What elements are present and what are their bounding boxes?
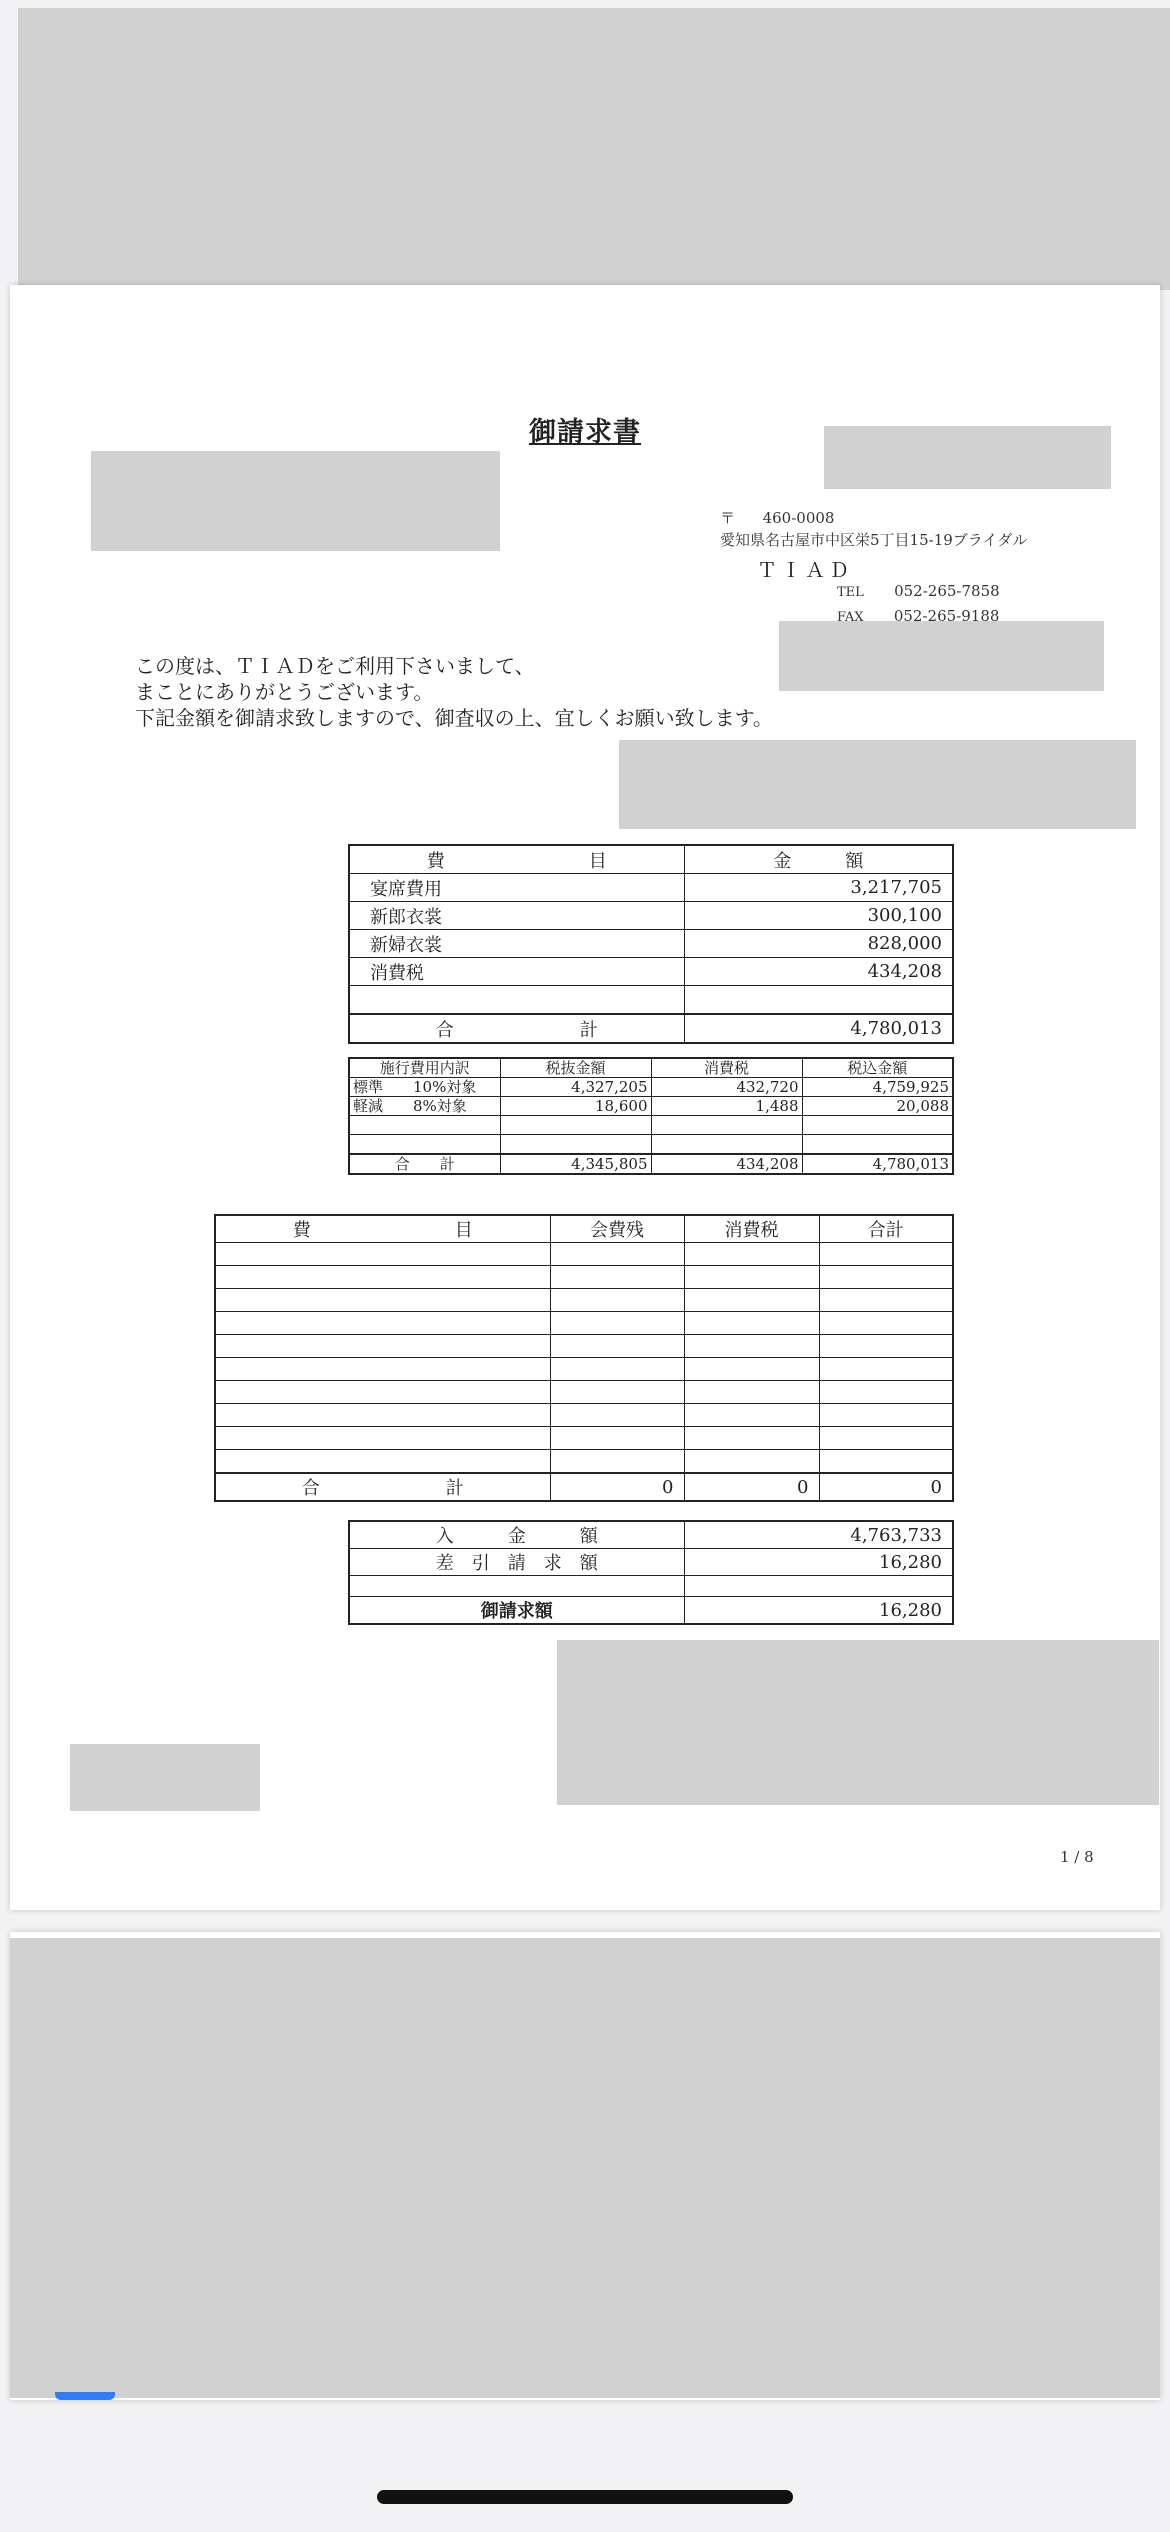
net-amount (500, 1135, 651, 1155)
table-row (349, 930, 953, 958)
empty-cell (819, 1427, 953, 1450)
redacted-remarks (557, 1640, 1159, 1805)
table-row (349, 958, 953, 986)
greeting-line-2: まことにありがとうございます。 (135, 680, 434, 704)
empty-cell (550, 1404, 684, 1427)
header-gross: 税込金額 (802, 1058, 953, 1078)
table-header-row (349, 845, 953, 874)
summary-table (348, 844, 954, 1044)
item-amount: 300,100 (684, 902, 953, 930)
total-row (349, 1154, 953, 1174)
empty-cell (550, 1312, 684, 1335)
empty-cell (215, 1335, 550, 1358)
address-line: 愛知県名古屋市中区栄5丁目15-19ブライダル (720, 531, 1028, 549)
company-name: ＴＩＡＤ (757, 558, 853, 582)
empty-cell (684, 1335, 819, 1358)
empty-cell (550, 1358, 684, 1381)
payment-table (348, 1520, 954, 1625)
fax-line (837, 607, 999, 621)
table-row (215, 1243, 953, 1266)
empty-cell (819, 1404, 953, 1427)
table-row (215, 1381, 953, 1404)
total-sum: 0 (819, 1473, 953, 1501)
table-row (215, 1450, 953, 1474)
empty-cell (684, 1404, 819, 1427)
empty-cell (550, 1266, 684, 1289)
table-row (215, 1358, 953, 1381)
total-label: 合 計 (349, 1014, 684, 1043)
empty-cell (550, 1289, 684, 1312)
tax-breakdown-table (348, 1057, 954, 1175)
total-label: 合 計 (349, 1154, 500, 1174)
spacer-cell (684, 1576, 953, 1597)
header-amount: 金 額 (684, 845, 953, 874)
tel-line (837, 582, 1000, 600)
invoice-amount: 16,280 (684, 1597, 953, 1625)
item-label (349, 986, 684, 1015)
empty-cell (819, 1312, 953, 1335)
received-label: 入 金 額 (349, 1521, 684, 1549)
gross-amount: 20,088 (802, 1097, 953, 1116)
item-label: 消費税 (349, 958, 684, 986)
empty-cell (215, 1404, 550, 1427)
balance-amount: 16,280 (684, 1549, 953, 1576)
total-net: 4,345,805 (500, 1154, 651, 1174)
home-indicator[interactable] (377, 2490, 793, 2504)
postal-mark: 〒 (720, 509, 736, 527)
empty-cell (684, 1312, 819, 1335)
empty-cell (215, 1381, 550, 1404)
gross-amount (802, 1135, 953, 1155)
item-label: 新郎衣裳 (349, 902, 684, 930)
table-row (349, 1135, 953, 1155)
page-number: 1 / 8 (1060, 1848, 1094, 1866)
postal-line (720, 507, 834, 528)
redacted-header (18, 8, 1170, 290)
breakdown-label (349, 1116, 500, 1135)
fax-number: 052-265-9188 (893, 607, 1000, 621)
empty-cell (215, 1450, 550, 1474)
tel-label: TEL (837, 585, 864, 600)
fee-table (214, 1214, 954, 1502)
redacted-recipient (91, 451, 500, 551)
breakdown-label (349, 1135, 500, 1155)
table-row (349, 1116, 953, 1135)
redacted-next-page (10, 1938, 1160, 2398)
empty-cell (550, 1381, 684, 1404)
table-row (215, 1266, 953, 1289)
empty-cell (684, 1266, 819, 1289)
total-tax: 434,208 (651, 1154, 802, 1174)
item-label: 新婦衣裳 (349, 930, 684, 958)
breakdown-label: 軽減 8%対象 (349, 1097, 500, 1116)
item-label: 宴席費用 (349, 874, 684, 902)
tax-amount (651, 1135, 802, 1155)
empty-cell (215, 1358, 550, 1381)
total-fee: 0 (550, 1473, 684, 1501)
net-amount: 18,600 (500, 1097, 651, 1116)
empty-cell (684, 1289, 819, 1312)
redacted-stamp (779, 621, 1104, 691)
empty-cell (684, 1381, 819, 1404)
table-row (215, 1335, 953, 1358)
table-header-row (215, 1215, 953, 1243)
table-row (215, 1312, 953, 1335)
table-row (349, 1097, 953, 1116)
empty-cell (550, 1243, 684, 1266)
empty-cell (684, 1358, 819, 1381)
postal-code: 460-0008 (762, 509, 835, 527)
table-row (215, 1427, 953, 1450)
balance-row (349, 1549, 953, 1576)
empty-cell (215, 1266, 550, 1289)
tel-number: 052-265-7858 (894, 582, 1000, 600)
empty-cell (215, 1312, 550, 1335)
table-row (215, 1289, 953, 1312)
table-row (349, 1078, 953, 1097)
table-header-row (349, 1058, 953, 1078)
table-row (349, 874, 953, 902)
empty-cell (819, 1450, 953, 1474)
empty-cell (684, 1427, 819, 1450)
invoice-row (349, 1597, 953, 1625)
empty-cell (819, 1381, 953, 1404)
empty-cell (819, 1243, 953, 1266)
header-breakdown: 施行費用内訳 (349, 1058, 500, 1078)
header-net: 税抜金額 (500, 1058, 651, 1078)
empty-cell (819, 1335, 953, 1358)
table-row (349, 902, 953, 930)
redacted-block (619, 740, 1136, 829)
gross-amount (802, 1116, 953, 1135)
total-row (215, 1473, 953, 1501)
total-tax: 0 (684, 1473, 819, 1501)
total-amount: 4,780,013 (684, 1014, 953, 1043)
greeting (135, 653, 773, 731)
empty-cell (215, 1243, 550, 1266)
item-amount: 3,217,705 (684, 874, 953, 902)
tax-amount: 432,720 (651, 1078, 802, 1097)
header-fee: 会費残 (550, 1215, 684, 1243)
received-row (349, 1521, 953, 1549)
tax-amount (651, 1116, 802, 1135)
spacer-row (349, 1576, 953, 1597)
header-item: 費 目 (349, 845, 684, 874)
fax-label: FAX (837, 610, 864, 621)
empty-cell (215, 1289, 550, 1312)
table-row (215, 1404, 953, 1427)
toolbar-tab-indicator[interactable] (55, 2392, 115, 2400)
received-amount: 4,763,733 (684, 1521, 953, 1549)
table-row (349, 986, 953, 1015)
balance-label: 差 引 請 求 額 (349, 1549, 684, 1576)
greeting-line-3: 下記金額を御請求致しますので、御査収の上、宜しくお願い致します。 (135, 706, 773, 730)
redacted-footer-stamp (70, 1744, 260, 1811)
spacer-cell (349, 1576, 684, 1597)
gross-amount: 4,759,925 (802, 1078, 953, 1097)
header-tax: 消費税 (651, 1058, 802, 1078)
empty-cell (550, 1427, 684, 1450)
total-label: 合 計 (215, 1473, 550, 1501)
redacted-date (824, 426, 1111, 489)
item-amount (684, 986, 953, 1015)
empty-cell (819, 1358, 953, 1381)
total-gross: 4,780,013 (802, 1154, 953, 1174)
net-amount: 4,327,205 (500, 1078, 651, 1097)
header-sum: 合計 (819, 1215, 953, 1243)
empty-cell (684, 1450, 819, 1474)
item-amount: 828,000 (684, 930, 953, 958)
greeting-line-1: この度は、ＴＩＡＤをご利用下さいまして、 (135, 654, 535, 678)
net-amount (500, 1116, 651, 1135)
tax-amount: 1,488 (651, 1097, 802, 1116)
item-amount: 434,208 (684, 958, 953, 986)
empty-cell (550, 1335, 684, 1358)
empty-cell (819, 1266, 953, 1289)
empty-cell (215, 1427, 550, 1450)
invoice-label: 御請求額 (349, 1597, 684, 1625)
header-item: 費 目 (215, 1215, 550, 1243)
empty-cell (684, 1243, 819, 1266)
page-title: 御請求書 (529, 417, 641, 448)
total-row (349, 1014, 953, 1043)
header-tax: 消費税 (684, 1215, 819, 1243)
breakdown-label: 標準 10%対象 (349, 1078, 500, 1097)
empty-cell (550, 1450, 684, 1474)
empty-cell (819, 1289, 953, 1312)
